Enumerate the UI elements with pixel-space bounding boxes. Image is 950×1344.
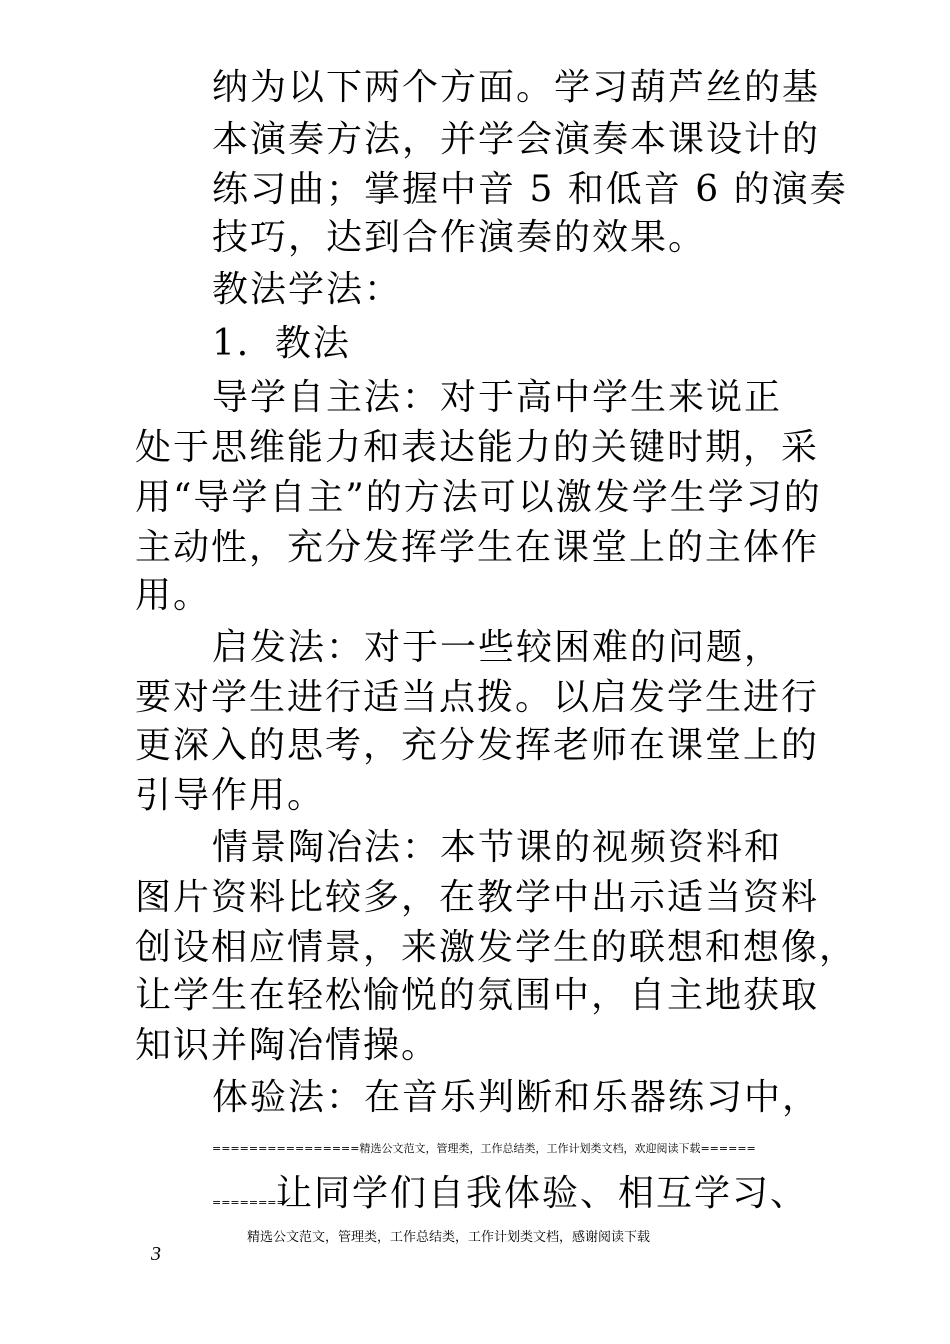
body-line: 导学自主法：对于高中学生来说正 [212,377,783,418]
subsection-heading: 1．教法 [212,323,351,364]
separator-banner: ================精选公文范文，管理类，工作总结类，工作计划类文档，欢迎阅读下载====== [212,1142,756,1155]
body-line: 练习曲；掌握中音 5 和低音 6 的演奏 [212,169,848,210]
section-heading: 教法学法： [212,269,403,310]
body-line: 创设相应情景，来激发学生的联想和想像， [135,927,858,968]
body-line: 情景陶冶法：本节课的视频资料和 [212,827,783,868]
body-line: 主动性，充分发挥学生在课堂上的主体作 [135,527,820,568]
body-line: 要对学生进行适当点拨。以启发学生进行 [135,677,820,718]
body-line: 让学生在轻松愉悦的氛围中，自主地获取 [135,975,820,1016]
page-footer: 精选公文范文，管理类，工作总结类，工作计划类文档，感谢阅读下载 [247,1230,651,1245]
body-line: 让同学们自我体验、相互学习、 [276,1173,809,1214]
body-line: 启发法：对于一些较困难的问题， [212,627,783,668]
body-line: 技巧，达到合作演奏的效果。 [212,217,707,258]
body-line: 引导作用。 [135,775,326,816]
body-line: 图片资料比较多，在教学中出示适当资料 [135,877,820,918]
separator-prefix: ======== [212,1196,286,1209]
body-line: 本演奏方法，并学会演奏本课设计的 [212,119,821,160]
page-number: 3 [151,1243,161,1265]
body-line: 知识并陶冶情操。 [135,1025,440,1066]
body-line: 纳为以下两个方面。学习葫芦丝的基 [212,67,821,108]
body-line: 用“导学自主”的方法可以激发学生学习的 [135,477,822,518]
body-line: 更深入的思考，充分发挥老师在课堂上的 [135,725,820,766]
body-line: 用。 [135,575,212,616]
body-line: 处于思维能力和表达能力的关键时期，采 [135,427,820,468]
body-line: 体验法：在音乐判断和乐器练习中， [212,1077,821,1118]
